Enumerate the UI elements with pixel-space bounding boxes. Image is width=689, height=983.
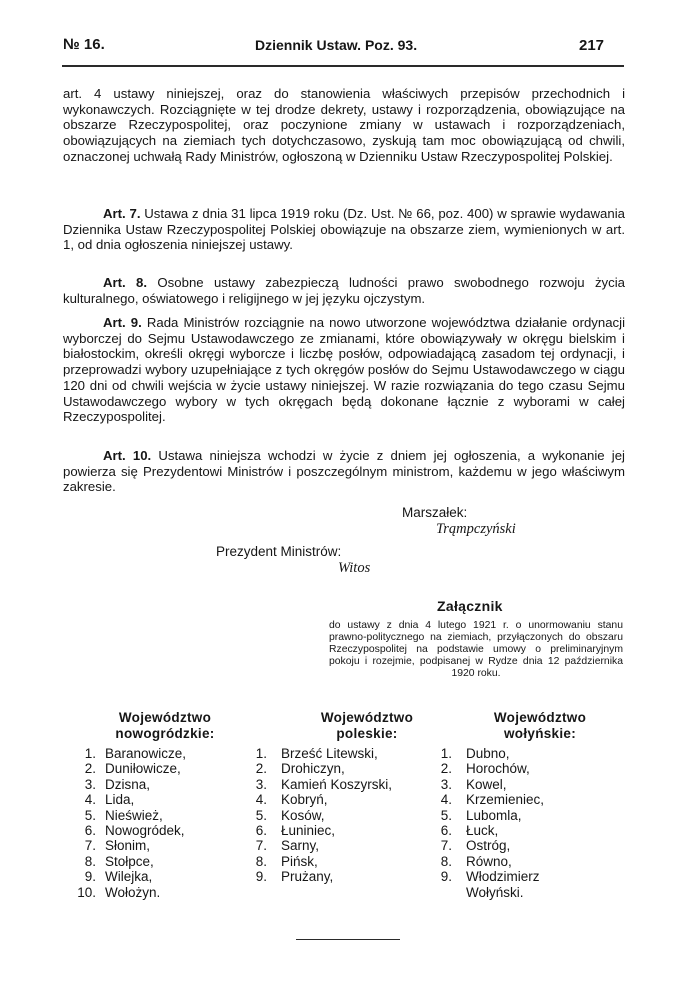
page-number: 217: [579, 37, 605, 54]
list-item: 4. Kobryń,: [255, 792, 328, 808]
list-item: 1. Brześć Litewski,: [255, 746, 378, 761]
journal-title: Dziennik Ustaw. Poz. 93.: [255, 37, 418, 53]
prime-minister-label: Prezydent Ministrów:: [216, 544, 342, 559]
voivodeship-heading: [297, 710, 437, 742]
article-9-title: Art. 9.: [103, 315, 142, 330]
list-item: 2. Drohiczyn,: [255, 761, 345, 777]
article-7-text: Ustawa z dnia 31 lipca 1919 roku (Dz. Ust. № 66, poz. 400) w sprawie wydawania Dziennika Ustaw Rzeczypospolitej Polskiej obowiązuje na obszarze ziem, wymienionych w art. 1, od dnia ogłoszenia niniejszej ustawy.: [63, 206, 625, 253]
list-item: 6. Łuck,: [440, 823, 499, 839]
voivodeship-nowogrodzkie: [70, 710, 240, 900]
annex-title: Załącznik: [437, 598, 503, 614]
list-item: 5. Lubomla,: [440, 807, 522, 823]
annex-description: do ustawy z dnia 4 lutego 1921 r. o unormowaniu stanu prawno-politycznego na ziemiach, przyłączonych do obszaru Rzeczypospolitej na podstawie umowy o preliminaryjnym pokoju i rozejmie, podpisanej w Rydze dnia 12 października 1920 roku.: [329, 620, 623, 680]
list-item: 5. Nieśwież,: [84, 807, 163, 823]
article-9: [63, 315, 625, 425]
list-item: 4. Krzemieniec,: [440, 792, 545, 808]
list-item: 3. Kowel,: [440, 776, 507, 792]
article-8: [63, 275, 625, 306]
footer-rule: [296, 939, 400, 940]
marshal-name: Trąmpczyński: [436, 521, 516, 537]
heading-line-1: Województwo: [493, 710, 587, 725]
list-item: 1. Baranowicze,: [84, 746, 187, 761]
list-item: 2. Horochów,: [440, 761, 530, 777]
voivodeship-heading: [90, 710, 240, 742]
district-list: [430, 746, 630, 900]
heading-line-2: nowogródzkie:: [115, 726, 215, 741]
list-item: 8. Równo,: [440, 853, 512, 869]
list-item: 10. Wołożyn.: [77, 884, 161, 900]
article-10-title: Art. 10.: [103, 448, 152, 463]
list-item: 5. Kosów,: [255, 807, 325, 823]
list-item: 3. Kamień Koszyrski,: [255, 776, 393, 792]
intro-paragraph: [63, 86, 625, 165]
voivodeship-wolynskie: [430, 710, 630, 900]
district-list: [70, 746, 240, 900]
list-item: 4. Lida,: [84, 792, 135, 808]
list-item: 7. Ostróg,: [440, 838, 511, 854]
heading-line-2: wołyńskie:: [503, 726, 577, 741]
list-item: 2. Duniłowicze,: [84, 761, 181, 777]
article-10-text: Ustawa niniejsza wchodzi w życie z dniem jej ogłoszenia, a wykonanie jej powierza się Prezydentowi Ministrów i poszczególnym ministrom, każdemu w jego właściwym zakresie.: [63, 448, 625, 495]
issue-number: № 16.: [63, 36, 105, 53]
prime-minister-name: Witos: [338, 560, 371, 576]
list-item: 7. Słonim,: [84, 838, 151, 854]
list-item: 6. Nowogródek,: [84, 823, 185, 839]
list-item: 1. Dubno,: [440, 746, 510, 761]
heading-line-2: poleskie:: [336, 726, 398, 741]
list-item: 9. Wilejka,: [84, 869, 153, 885]
heading-line-1: Województwo: [118, 710, 212, 725]
district-list: [247, 746, 427, 885]
voivodeship-heading: [475, 710, 605, 742]
article-9-text: Rada Ministrów rozciągnie na nowo utworzone województwa działanie ordynacji wyborczej do Sejmu Ustawodawczego ze zmianami, które obowiązywały w okręgu bielskim i białostockim, określi okręgi wyborcze i liczbę posłów, odpowiadającą zasadom tej ordynacji, i przeprowadzi wybory uzupełniające z tych okręgów posłów do Sejmu Ustawodawczego w ciągu 120 dni od chwili wejścia w życie ustawy niniejszej. W razie rozwiązania do tego czasu Sejmu Ustawodawczego wybory w tych okręgach będą dokonane łącznie z wyborami w całej Rzeczypospolitej.: [63, 315, 626, 425]
heading-line-1: Województwo: [320, 710, 414, 725]
article-7: [63, 206, 625, 253]
list-item: 7. Sarny,: [255, 838, 320, 854]
marshal-label: Marszałek:: [402, 505, 468, 520]
list-item: 8. Stołpce,: [84, 853, 154, 869]
list-item: 8. Pińsk,: [255, 853, 318, 869]
list-item: 9. Włodzimierz Wołyński.: [440, 869, 540, 900]
voivodeship-poleskie: [247, 710, 427, 885]
list-item: 9. Prużany,: [255, 869, 334, 885]
header-rule: [62, 65, 624, 67]
article-10: [63, 448, 625, 495]
list-item: 6. Łuniniec,: [255, 823, 336, 839]
article-8-text: Osobne ustawy zabezpieczą ludności prawo swobodnego rozwoju życia kulturalnego, oświatowego i religijnego w jej języku ojczystym.: [63, 275, 625, 306]
intro-text: art. 4 ustawy niniejszej, oraz do stanowienia właściwych przepisów przechodnich i wykonawczych. Rozciągnięte w tej drodze dekrety, ustawy i rozporządzenia, obowiązujące na obszarze Rzeczypospolitej, oraz poczynione zmiany w ustawach i rozporządzeniach, obowiązujących na ziemiach tych dotychczasowo, zyskują tam moc obowiązującą od chwili, oznaczonej uchwałą Rady Ministrów, ogłoszoną w Dzienniku Ustaw Rzeczypospolitej Polskiej.: [63, 86, 625, 164]
article-7-title: Art. 7.: [103, 206, 141, 221]
list-item: 3. Dzisna,: [84, 776, 151, 792]
article-8-title: Art. 8.: [103, 275, 148, 290]
